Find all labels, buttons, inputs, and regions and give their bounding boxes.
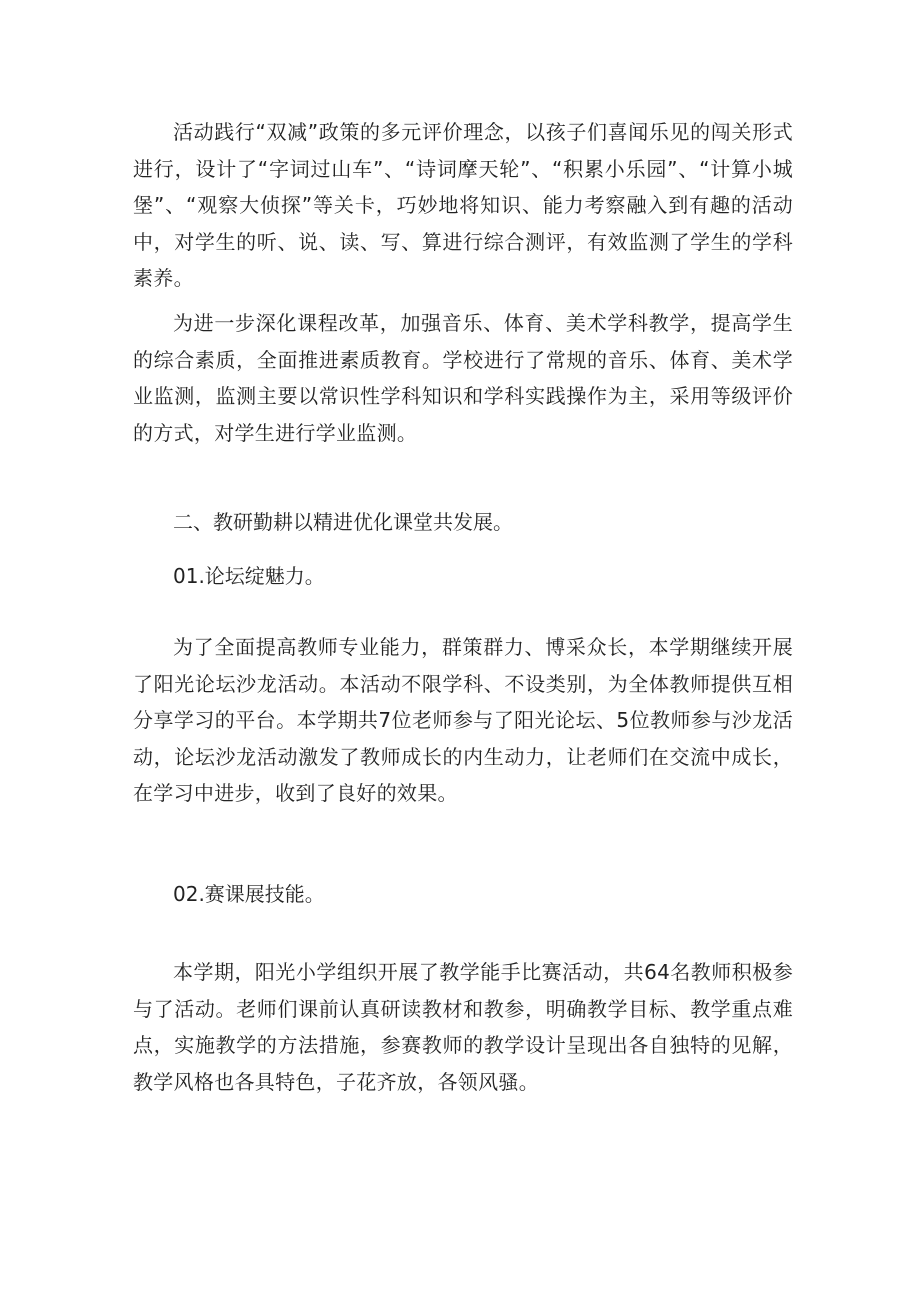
subheading-forum: 01.论坛绽魅力。 <box>173 564 325 588</box>
section-heading-teaching-research: 二、教研勤耕以精进优化课堂共发展。 <box>173 510 513 534</box>
paragraph-teaching-competition: 本学期，阳光小学组织开展了教学能手比赛活动，共64名教师积极参与了活动。老师们课前认真研读教材和教参，明确教学目标、教学重点难点，实施教学的方法措施，参赛教师的教学设计呈现出各自独特的见解，教学风格也各具特色，子花齐放，各领风骚。 <box>133 960 793 1094</box>
paragraph-forum-salon: 为了全面提高教师专业能力，群策群力、博采众长，本学期继续开展了阳光论坛沙龙活动。本活动不限学科、不设类别，为全体教师提供互相分享学习的平台。本学期共7位老师参与了阳光论坛、5位教师参与沙龙活动，论坛沙龙活动激发了教师成长的内生动力，让老师们在交流中成长，在学习中进步，收到了良好的效果。 <box>133 635 793 805</box>
paragraph-double-reduction-evaluation: 活动践行“双减”政策的多元评价理念，以孩子们喜闻乐见的闯关形式进行，设计了“字词过山车”、“诗词摩天轮”、“积累小乐园”、“计算小城堡”、“观察大侦探”等关卡，巧妙地将知识、能力考察融入到有趣的活动中，对学生的听、说、读、写、算进行综合测评，有效监测了学生的学科素养。 <box>133 120 793 290</box>
paragraph-arts-monitoring: 为进一步深化课程改革，加强音乐、体育、美术学科教学，提高学生的综合素质，全面推进素质教育。学校进行了常规的音乐、体育、美术学业监测，监测主要以常识性学科知识和学科实践操作为主，采用等级评价的方式，对学生进行学业监测。 <box>133 311 793 445</box>
subheading-lesson-competition: 02.赛课展技能。 <box>173 882 325 906</box>
